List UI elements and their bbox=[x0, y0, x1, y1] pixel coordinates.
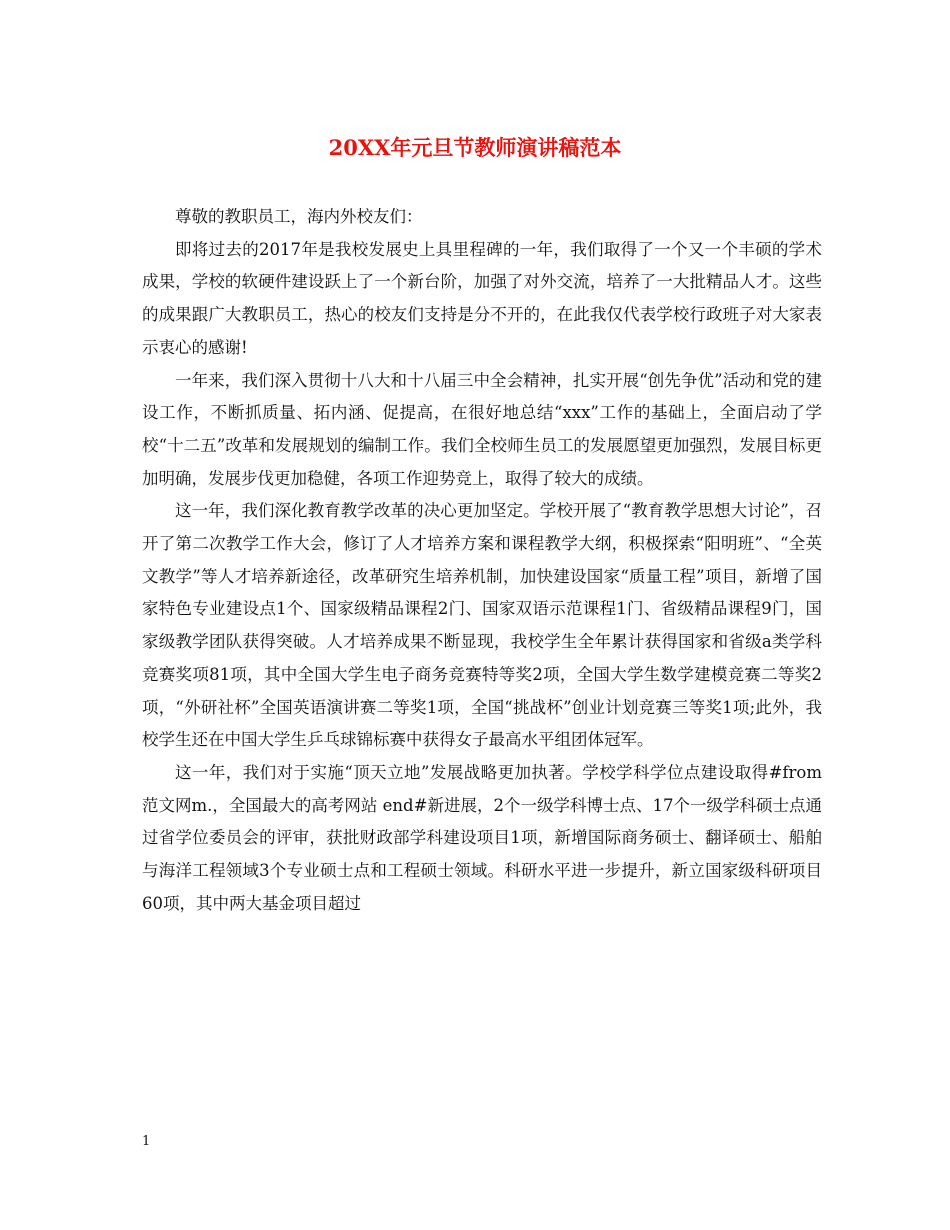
page-number: 1 bbox=[142, 1134, 151, 1149]
paragraph: 一年来，我们深入贯彻十八大和十八届三中全会精神，扎实开展“创先争优”活动和党的建设工作，不断抓质量、拓内涵、促提高，在很好地总结“xxx”工作的基础上，全面启动了学校“十二五”改革和发展规划的编制工作。我们全校师生员工的发展愿望更加强烈，发展目标更加明确，发展步伐更加稳健，各项工作迎势竞上，取得了较大的成绩。 bbox=[142, 370, 822, 488]
paragraph-salutation: 尊敬的教职员工，海内外校友们： bbox=[175, 207, 423, 226]
paragraph: 即将过去的2017年是我校发展史上具里程碑的一年，我们取得了一个又一个丰硕的学术成果，学校的软硬件建设跃上了一个新台阶，加强了对外交流，培养了一大批精品人才。这些的成果跟广大教职员工，热心的校友们支持是分不开的，在此我仅代表学校行政班子对大家表示衷心的感谢! bbox=[142, 239, 822, 357]
paragraph: 这一年，我们对于实施“顶天立地”发展战略更加执著。学校学科学位点建设取得#from 范文网m.，全国最大的高考网站 end#新进展，2个一级学科博士点、17个一级学科硕士点通过省学位委员会的评审，获批财政部学科建设项目1项，新增国际商务硕士、翻译硕士、船舶与海洋工程领域3个专业硕士点和工程硕士领域。科研水平进一步提升，新立国家级科研项目60项，其中两大基金项目超过 bbox=[142, 762, 822, 913]
document-body bbox=[142, 201, 822, 920]
paragraph: 这一年，我们深化教育教学改革的决心更加坚定。学校开展了“教育教学思想大讨论”，召开了第二次教学工作大会，修订了人才培养方案和课程教学大纲，积极探索“阳明班”、“全英文教学”等人才培养新途径，改革研究生培养机制，加快建设国家“质量工程”项目，新增了国家特色专业建设点1个、国家级精品课程2门、国家双语示范课程1门、省级精品课程9门，国家级教学团队获得突破。人才培养成果不断显现，我校学生全年累计获得国家和省级a类学科竞赛奖项81项，其中全国大学生电子商务竞赛特等奖2项，全国大学生数学建模竞赛二等奖2项，“外研社杯”全国英语演讲赛二等奖1项，全国“挑战杯”创业计划竞赛三等奖1项;此外，我校学生还在中国大学生乒乓球锦标赛中获得女子最高水平组团体冠军。 bbox=[142, 501, 822, 750]
document-title: 20XX年元旦节教师演讲稿范本 bbox=[328, 135, 622, 160]
